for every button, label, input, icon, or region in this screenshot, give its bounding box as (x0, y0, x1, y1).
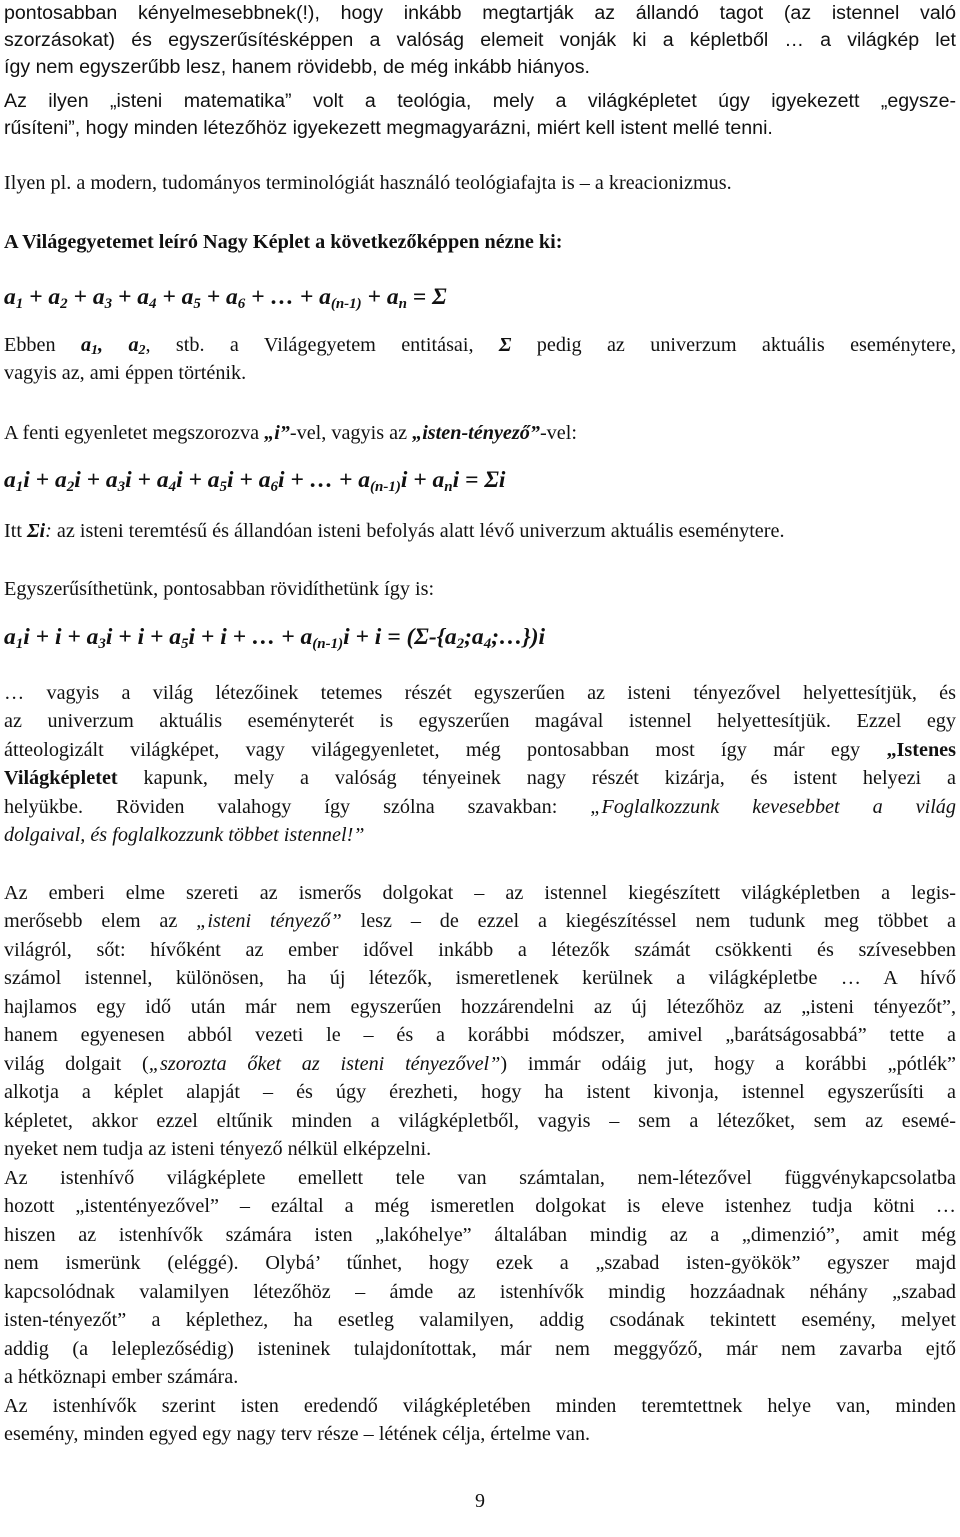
text-line: helyükbe. Röviden valahogy így szólna szavakban: „Foglalkozzunk kevesebbet a világ (4, 796, 956, 818)
text-line: a hétköznapi ember számára. (4, 1366, 239, 1388)
text-line: rűsíteni”, hogy minden létezőhöz igyekezett megmagyarázni, miért kell istent mellé tenni. (4, 117, 773, 139)
text-line: Az ilyen „isteni matematika” volt a teológia, mely a világképletet úgy igyekezett „egysze- (4, 90, 956, 112)
text-line: Egyszerűsíthetünk, pontosabban rövidíthetünk így is: (4, 578, 435, 600)
text-line: hozott „istentényezővel” – ezáltal a még ismeretlen dolgokat is eleve istenhez tudja kötni … (4, 1195, 956, 1217)
text-line: addig (a leleplezősédig) isteninek tulajdonítottak, már nem meggyőző, már nem zavarba ejtő (4, 1338, 956, 1360)
document-page (4, 0, 956, 1537)
text-line: alkotja a képlet alapját – és úgy érezheti, hogy ha istent kivonja, istennel egyszerűsíti a (4, 1081, 956, 1103)
text-line: szorzásokat) és egyszerűsítésképpen a valóság elemeit vonják ki a képletből … a világkép let (4, 29, 956, 51)
text-line: vagyis az, ami éppen történik. (4, 362, 247, 384)
text-line: Világképletet kapunk, mely a valóság tényeinek nagy részét kizárja, és istent helyezi a (4, 767, 956, 789)
text-line: dolgaival, és foglalkozzunk többet istennel!” (4, 824, 365, 846)
text-line: hiszen az istenhívők számára isten „lakóhelye” általában mindig az a „dimenzió”, amit még (4, 1224, 956, 1246)
text-line: kapcsolódnak valamilyen létezőhöz – ámde az istenhívők mindig hozzáadnak néhány „szabad (4, 1281, 956, 1303)
text-line: nem ismerünk (eléggé). Olybá’ tűnhet, hogy ezek a „szabad isten-gyökök” egyszer majd (4, 1252, 956, 1274)
text-line: nyeket nem tudja az isteni tényező nélkül elképzelni. (4, 1138, 432, 1160)
formula-simplified: $a_1i + i + a_3i + i + a_5i + i$ + … + $a_{(n-1)}i + i$ = $(\Sigma-\{a_2;a_4;\dots\})i$ (4, 624, 546, 652)
text-line: átteologizált világképet, vagy világegyenletet, még pontosabban most így már egy „Istenes (4, 739, 956, 761)
text-line: így nem egyszerűbb lesz, hanem rövidebb, de még inkább hiányos. (4, 56, 590, 78)
text-line: A fenti egyenletet megszorozva „i”-vel, vagyis az „isten-tényező”-vel: (4, 422, 577, 444)
text-line: Az istenhívő világképlete emellett tele van számtalan, nem-létező​vel függvénykapcsolatba (4, 1167, 956, 1189)
text-line: Az istenhívők szerint isten eredendő világképletében minden teremtettnek helye van, minden (4, 1395, 956, 1417)
text-line: esemény, minden egyed egy nagy terv része – létének célja, értelme van. (4, 1423, 591, 1445)
text-line: … vagyis a világ létezőinek tetemes részét egyszerűen az isteni tényezővel helyettesítjük, és (4, 682, 956, 704)
text-line: Itt Σi: az isteni teremtésű és állandóan isteni befolyás alatt lévő univerzum aktuális eseménytere. (4, 520, 785, 542)
text-line: Ilyen pl. a modern, tudományos terminológiát használó teológiafajta is – a kreacionizmus. (4, 172, 732, 194)
text-line: az univerzum aktuális eseményterét is egyszerűen magával istennel helyettesítjük. Ezzel egy (4, 710, 956, 732)
text-line: számol istennel, különösen, ha új létezők, ismeretlenek kerülnek a világképletbe … A hívő (4, 967, 956, 989)
formula-big-formula: $a_1 + a_2 + a_3 + a_4 + a_5 + a_6$ + … + $a_{(n-1)} + a_n = \Sigma$ (4, 284, 447, 312)
text-line: pontosabban kényelmesebbnek(!), hogy inkább megtartják az állandó tagot (az istennel való (4, 2, 956, 24)
text-line: hanem egyenesen abból vezeti le – és a korábbi módszer, amivel „barátságosabbá” tette a (4, 1024, 956, 1046)
text-line: Ebben $a_1$, $a_2$, stb. a Világegyetem entitásai, Σ pedig az univerzum aktuális eseménytere, (4, 334, 956, 358)
text-line: képletet, akkor ezzel eltűnik minden a világképletből, vagyis – sem a létezőket, sem az eseмé- (4, 1110, 956, 1132)
section-heading: A Világegyetemet leíró Nagy Képlet a következőképpen nézne ki: (4, 231, 563, 253)
text-line: világ dolgait („szorozta őket az isteni tényezővel”) immár odáig jut, hogy a korábbi „pótlék” (4, 1053, 956, 1075)
text-line: isten-tényezőt” a képlethez, ha esetleg valamilyen, addig csodának tekintett esemény, melyet (4, 1309, 956, 1331)
formula-multiplied: $a_1i + a_2i + a_3i + a_4i + a_5i + a_6i$ + … + $a_{(n-1)}i + a_ni = \Sigma i$ (4, 467, 506, 495)
text-line: merősebb elem az „isteni tényező” lesz – de ezzel a kiegészítéssel nem tudunk meg többet a (4, 910, 956, 932)
page-number: 9 (475, 1490, 485, 1512)
text-line: világról, sőt: hívőként az ember idővel inkább a létezők számát csökkenti és szívesebben (4, 939, 956, 961)
text-line: Az emberi elme szereti az ismerős dolgokat – az istennel kiegészített világképletben a legis- (4, 882, 956, 904)
text-line: hajlamos egy idő után már nem egyszerűen hozzárendelni az új létezőhöz az „isteni tényezőt”, (4, 996, 956, 1018)
